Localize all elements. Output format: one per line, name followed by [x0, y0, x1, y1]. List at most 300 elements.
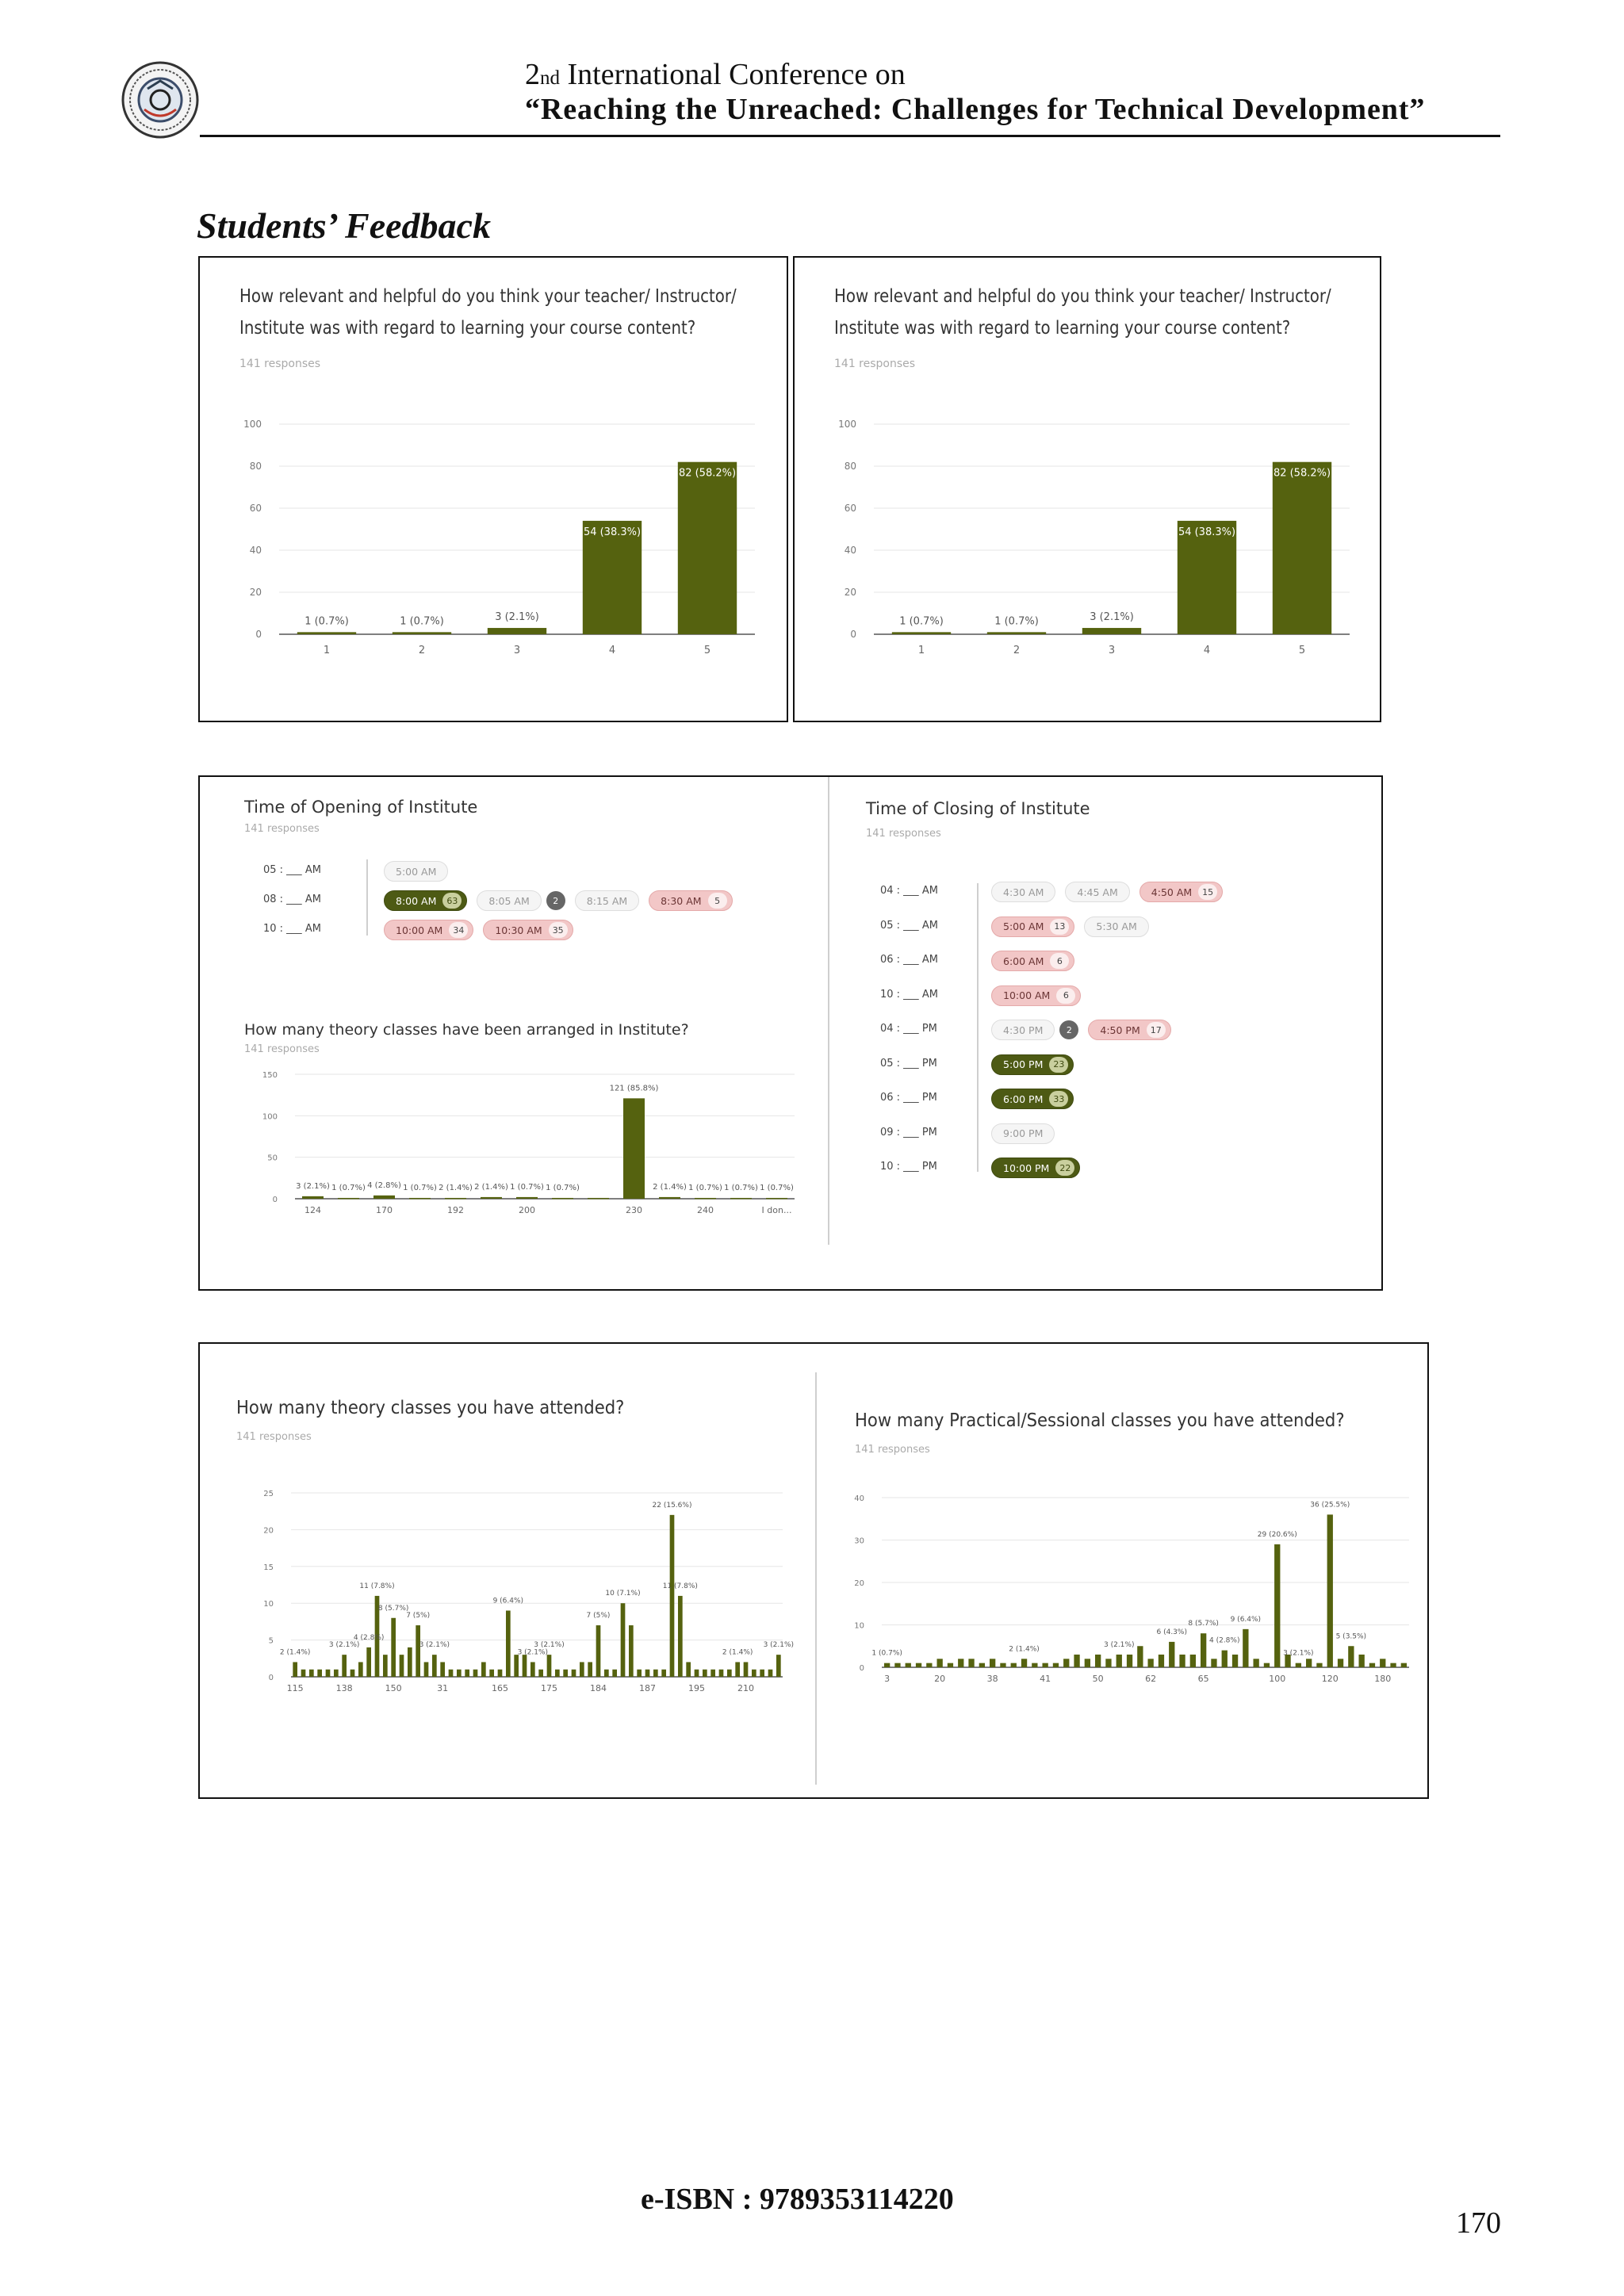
chip-count: 63	[442, 893, 462, 909]
response-count: 141 responses	[239, 358, 321, 370]
bar	[916, 1663, 921, 1667]
bar	[1316, 1663, 1322, 1667]
y-tick-label: 20	[249, 587, 262, 598]
y-tick-label: 0	[255, 629, 262, 640]
data-label: 4 (2.8%)	[367, 1181, 401, 1190]
bar	[1201, 1633, 1206, 1667]
conference-title-line2: “Reaching the Unreached: Challenges for Technical Development”	[525, 93, 1426, 126]
chip-count: 23	[1049, 1057, 1068, 1073]
data-label: 4 (2.8%)	[1209, 1636, 1240, 1645]
time-chip-row	[991, 1122, 1064, 1146]
data-label: 3 (2.1%)	[763, 1641, 795, 1650]
bar	[936, 1659, 942, 1667]
data-label: 10 (7.1%)	[605, 1590, 641, 1598]
bar	[670, 1515, 675, 1677]
time-chip-row	[991, 949, 1084, 973]
chip-label: 9:00 PM	[1003, 1127, 1044, 1139]
bar	[293, 1662, 297, 1677]
bar	[1253, 1659, 1258, 1667]
time-row-label: 10 : ___ AM	[880, 988, 938, 1001]
page-number: 170	[1456, 2206, 1501, 2240]
x-tick-label: 150	[385, 1683, 402, 1693]
chip-label: 6:00 AM	[1003, 955, 1044, 967]
data-label: 1 (0.7%)	[510, 1182, 544, 1192]
y-tick-label: 100	[838, 419, 856, 430]
chip-label: 10:00 AM	[396, 924, 443, 936]
bar	[990, 1659, 995, 1667]
data-label: 54 (38.3%)	[583, 526, 642, 538]
chip-label: 5:00 PM	[1003, 1058, 1044, 1070]
data-label: 3 (2.1%)	[1104, 1640, 1135, 1649]
bar	[523, 1655, 527, 1677]
data-label: 1 (0.7%)	[688, 1183, 722, 1192]
bar	[297, 632, 356, 634]
data-label: 1 (0.7%)	[760, 1183, 794, 1192]
bar	[383, 1655, 388, 1677]
time-chip-row	[991, 1053, 1083, 1077]
chip-label: 5:00 AM	[1003, 920, 1044, 932]
bar	[1222, 1651, 1228, 1667]
header-rule	[200, 135, 1500, 137]
y-tick-label: 0	[268, 1674, 274, 1682]
bar	[596, 1625, 601, 1677]
bar	[302, 1196, 324, 1199]
y-tick-label: 0	[272, 1196, 278, 1204]
bar	[1338, 1659, 1343, 1667]
bar	[588, 1662, 592, 1677]
time-option-chip	[1065, 882, 1129, 902]
bar	[400, 1655, 404, 1677]
x-tick-label: 38	[986, 1674, 998, 1684]
theory-arranged-chart	[200, 777, 834, 1292]
bar	[678, 462, 737, 634]
time-row-label: 06 : ___ AM	[880, 954, 938, 966]
y-tick-label: 0	[850, 629, 856, 640]
data-label: 3 (2.1%)	[1283, 1649, 1314, 1658]
chip-count: 33	[1049, 1091, 1068, 1107]
time-option-chip	[1084, 916, 1148, 937]
column-divider	[977, 883, 979, 1172]
bar	[926, 1663, 932, 1667]
bar	[1369, 1663, 1375, 1667]
conference-logo	[121, 60, 200, 140]
bar	[1032, 1663, 1037, 1667]
bar	[727, 1670, 732, 1677]
x-tick-label: 1	[323, 645, 331, 656]
bar	[1264, 1663, 1270, 1667]
time-row-label: 10 : ___ AM	[263, 923, 321, 935]
bar	[338, 1198, 359, 1200]
chip-count: 5	[708, 893, 727, 909]
y-tick-label: 40	[844, 545, 856, 556]
time-chip-row	[991, 1156, 1090, 1180]
data-label: 3 (2.1%)	[296, 1181, 330, 1191]
x-tick-label: 200	[519, 1205, 535, 1215]
data-label: 36 (25.5%)	[1310, 1501, 1350, 1510]
bar	[884, 1663, 890, 1667]
bar	[1095, 1655, 1101, 1667]
x-tick-label: 3	[1108, 645, 1116, 656]
data-label: 6 (4.3%)	[1156, 1628, 1187, 1636]
chip-count: 22	[1055, 1160, 1074, 1176]
bar	[760, 1670, 764, 1677]
x-tick-label: 115	[286, 1683, 304, 1693]
x-tick-label: 20	[934, 1674, 946, 1684]
bar	[580, 1662, 584, 1677]
data-label: 3 (2.1%)	[1090, 611, 1134, 624]
time-row-label: 05 : ___ PM	[880, 1057, 937, 1070]
time-option-chip	[991, 985, 1081, 1006]
bar	[489, 1670, 494, 1677]
bar	[710, 1670, 715, 1677]
time-option-chip	[991, 1089, 1074, 1109]
x-tick-label: 195	[688, 1683, 705, 1693]
y-tick-label: 40	[249, 545, 262, 556]
x-tick-label: 230	[626, 1205, 642, 1215]
bar	[678, 1596, 683, 1677]
bar	[424, 1662, 429, 1677]
time-row-label: 06 : ___ PM	[880, 1092, 937, 1104]
bar	[1105, 1659, 1111, 1667]
chip-count: 6	[1050, 953, 1069, 969]
time-option-chip	[991, 916, 1074, 937]
chip-count: 34	[449, 922, 468, 938]
bar	[1169, 1642, 1174, 1667]
bar	[572, 1670, 576, 1677]
bar	[1137, 1646, 1143, 1667]
x-tick-label: 170	[376, 1205, 393, 1215]
response-count: 141 responses	[244, 1043, 320, 1055]
time-option-chip	[991, 882, 1055, 902]
bar	[948, 1663, 953, 1667]
y-tick-label: 10	[263, 1600, 274, 1609]
question-text: How relevant and helpful do you think your teacher/ Instructor/	[239, 286, 737, 307]
bar	[1348, 1646, 1354, 1667]
relevance-frame-left	[198, 256, 788, 722]
bar	[547, 1655, 552, 1677]
bar	[1190, 1655, 1196, 1667]
bar	[776, 1655, 781, 1677]
y-tick-label: 25	[263, 1490, 274, 1498]
bar	[432, 1655, 437, 1677]
bar	[1042, 1663, 1048, 1667]
opening-title: Time of Opening of Institute	[244, 798, 478, 817]
bar	[703, 1670, 707, 1677]
bar	[1380, 1659, 1385, 1667]
theory-attended-chart	[200, 1344, 818, 1800]
bar	[408, 1647, 412, 1677]
bar	[393, 632, 451, 634]
bar	[1000, 1663, 1005, 1667]
bar	[552, 1198, 573, 1200]
time-chip-row	[991, 984, 1090, 1008]
bar	[309, 1670, 314, 1677]
chip-label: 4:50 PM	[1100, 1024, 1140, 1036]
y-tick-label: 20	[854, 1579, 864, 1588]
y-tick-label: 0	[859, 1664, 864, 1673]
bar	[621, 1603, 626, 1677]
x-tick-label: 41	[1040, 1674, 1051, 1684]
y-tick-label: 60	[844, 503, 856, 514]
data-label: 1 (0.7%)	[400, 615, 444, 628]
bar	[744, 1662, 749, 1677]
bar	[686, 1662, 691, 1677]
x-tick-label: 240	[697, 1205, 714, 1215]
chip-count: 15	[1198, 884, 1217, 900]
bar	[659, 1197, 680, 1199]
bar	[449, 1670, 454, 1677]
x-tick-label: 3	[513, 645, 521, 656]
bar	[612, 1670, 617, 1677]
data-label: 2 (1.4%)	[439, 1183, 473, 1192]
bar	[1274, 1544, 1280, 1667]
bar	[530, 1662, 535, 1677]
response-count: 141 responses	[244, 823, 320, 835]
bar	[637, 1670, 642, 1677]
x-tick-label: 100	[1269, 1674, 1286, 1684]
bar	[1159, 1655, 1164, 1667]
y-tick-label: 20	[844, 587, 856, 598]
chip-count: 6	[1056, 988, 1075, 1004]
y-tick-label: 15	[263, 1563, 274, 1572]
data-label: 1 (0.7%)	[546, 1183, 580, 1192]
data-label: 82 (58.2%)	[678, 467, 737, 480]
bar	[695, 1198, 716, 1200]
x-tick-label: 120	[1321, 1674, 1339, 1684]
time-chip-row	[991, 880, 1232, 904]
bar	[317, 1670, 322, 1677]
bar	[342, 1655, 347, 1677]
y-tick-label: 50	[267, 1154, 278, 1163]
x-tick-label: 3	[884, 1674, 891, 1684]
response-count: 141 responses	[236, 1431, 312, 1443]
data-label: 22 (15.6%)	[652, 1501, 692, 1510]
y-tick-label: 100	[243, 419, 262, 430]
response-count: 141 responses	[834, 358, 916, 370]
time-chip-row	[991, 1087, 1083, 1111]
time-row-label: 04 : ___ AM	[880, 885, 938, 897]
time-option-chip	[991, 1158, 1080, 1178]
chip-count: 2	[546, 891, 565, 910]
bar	[892, 632, 951, 634]
bar	[1127, 1655, 1132, 1667]
x-tick-label: 62	[1145, 1674, 1157, 1684]
x-tick-label: 165	[492, 1683, 508, 1693]
relevance-chart	[200, 258, 790, 724]
bar	[766, 1198, 787, 1200]
y-tick-label: 30	[854, 1536, 864, 1546]
chip-count: 2	[1059, 1020, 1078, 1039]
relevance-frame-right	[793, 256, 1381, 722]
bar	[958, 1659, 963, 1667]
bar	[334, 1670, 339, 1677]
chip-label: 10:00 AM	[1003, 989, 1051, 1001]
data-label: 1 (0.7%)	[403, 1183, 437, 1192]
data-label: 2 (1.4%)	[722, 1648, 753, 1657]
relevance-chart	[795, 258, 1383, 724]
bar	[366, 1647, 371, 1677]
bar	[1390, 1663, 1396, 1667]
time-row-label: 05 : ___ AM	[263, 864, 321, 876]
bar	[604, 1670, 609, 1677]
bar	[1063, 1659, 1069, 1667]
attendance-frame	[198, 1342, 1429, 1799]
chip-label: 8:00 AM	[396, 894, 437, 907]
bar	[1053, 1663, 1059, 1667]
time-option-chip	[991, 951, 1074, 971]
bar	[445, 1198, 466, 1200]
bar	[326, 1670, 331, 1677]
practical-attended-title: How many Practical/Sessional classes you have attended?	[855, 1410, 1345, 1431]
question-text: How relevant and helpful do you think your teacher/ Instructor/	[834, 286, 1331, 307]
x-tick-label: 138	[335, 1683, 353, 1693]
bar	[301, 1670, 306, 1677]
x-tick-label: 4	[1203, 645, 1211, 656]
bar	[1358, 1655, 1364, 1667]
bar	[563, 1670, 568, 1677]
data-label: 2 (1.4%)	[474, 1182, 508, 1192]
time-option-chip	[1139, 882, 1223, 902]
bar	[1074, 1655, 1079, 1667]
x-tick-label: 4	[608, 645, 616, 656]
bar	[730, 1198, 752, 1200]
data-label: 1 (0.7%)	[871, 1649, 902, 1658]
y-tick-label: 150	[262, 1071, 278, 1080]
bar	[373, 1196, 395, 1199]
x-tick-label: 124	[304, 1205, 321, 1215]
data-label: 1 (0.7%)	[331, 1183, 366, 1192]
y-tick-label: 100	[262, 1112, 278, 1122]
x-tick-label: 192	[447, 1205, 464, 1215]
x-tick-label: I don...	[761, 1205, 792, 1215]
chip-label: 8:15 AM	[586, 894, 628, 907]
bar	[358, 1662, 363, 1677]
bar	[987, 632, 1046, 634]
bar	[481, 1662, 486, 1677]
question-text: Institute was with regard to learning your course content?	[239, 318, 696, 339]
data-label: 7 (5%)	[406, 1612, 431, 1621]
data-label: 3 (2.1%)	[495, 611, 539, 624]
y-tick-label: 10	[854, 1621, 864, 1631]
bar	[1179, 1655, 1185, 1667]
bar	[768, 1670, 773, 1677]
chip-label: 5:30 AM	[1096, 920, 1137, 932]
data-label: 11 (7.8%)	[359, 1582, 395, 1590]
data-label: 54 (38.3%)	[1178, 526, 1236, 538]
bar	[391, 1618, 396, 1677]
y-tick-label: 20	[263, 1526, 274, 1536]
bar	[735, 1662, 740, 1677]
section-title: Students’ Feedback	[197, 205, 491, 246]
chip-label: 10:00 PM	[1003, 1161, 1050, 1174]
panel-divider	[828, 777, 829, 1245]
x-tick-label: 184	[590, 1683, 607, 1693]
institute-timing-frame	[198, 775, 1383, 1291]
x-tick-label: 2	[418, 645, 426, 656]
bar	[488, 628, 546, 634]
x-tick-label: 65	[1197, 1674, 1209, 1684]
bar	[653, 1670, 658, 1677]
x-tick-label: 50	[1092, 1674, 1104, 1684]
bar	[514, 1655, 519, 1677]
bar	[1021, 1659, 1027, 1667]
data-label: 29 (20.6%)	[1257, 1530, 1297, 1539]
data-label: 82 (58.2%)	[1273, 467, 1331, 480]
y-tick-label: 5	[268, 1636, 274, 1646]
bar	[1327, 1514, 1333, 1667]
data-label: 3 (2.1%)	[419, 1641, 450, 1650]
data-label: 8 (5.7%)	[377, 1604, 409, 1613]
bar	[350, 1670, 355, 1677]
x-tick-label: 2	[1013, 645, 1021, 656]
x-tick-label: 5	[1298, 645, 1306, 656]
data-label: 1 (0.7%)	[994, 615, 1039, 628]
time-option-chip	[991, 1123, 1055, 1144]
x-tick-label: 180	[1374, 1674, 1392, 1684]
practical-attended-chart	[818, 1344, 1431, 1800]
theory-arranged-title: How many theory classes have been arranged in Institute?	[244, 1021, 689, 1039]
bar	[516, 1197, 538, 1199]
bar	[1211, 1659, 1216, 1667]
chip-label: 4:50 AM	[1151, 886, 1193, 898]
chip-label: 5:00 AM	[396, 865, 437, 878]
y-tick-label: 80	[249, 461, 262, 472]
data-label: 121 (85.8%)	[609, 1084, 659, 1093]
x-tick-label: 1	[917, 645, 925, 656]
bar	[506, 1610, 511, 1677]
data-label: 9 (6.4%)	[492, 1597, 524, 1605]
y-tick-label: 60	[249, 503, 262, 514]
bar	[1401, 1663, 1407, 1667]
data-label: 11 (7.8%)	[662, 1582, 698, 1590]
closing-title: Time of Closing of Institute	[866, 799, 1090, 818]
data-label: 4 (2.8%)	[353, 1633, 385, 1642]
bar	[498, 1670, 503, 1677]
x-tick-label: 175	[541, 1683, 557, 1693]
data-label: 2 (1.4%)	[279, 1648, 311, 1657]
response-count: 141 responses	[855, 1444, 930, 1456]
bar	[416, 1625, 420, 1677]
data-label: 7 (5%)	[586, 1612, 611, 1621]
bar	[440, 1662, 445, 1677]
time-chip-row	[991, 1018, 1181, 1042]
time-option-chip	[991, 1054, 1074, 1075]
time-chip-row	[991, 915, 1159, 939]
x-tick-label: 5	[703, 645, 711, 656]
data-label: 3 (2.1%)	[517, 1648, 549, 1657]
x-tick-label: 187	[639, 1683, 656, 1693]
data-label: 9 (6.4%)	[1230, 1615, 1262, 1624]
time-option-chip	[1088, 1020, 1170, 1040]
bar	[695, 1670, 699, 1677]
isbn: e-ISBN : 9789353114220	[641, 2183, 954, 2216]
bar	[752, 1670, 756, 1677]
bar	[481, 1197, 502, 1199]
bar	[1116, 1655, 1122, 1667]
bar	[538, 1670, 543, 1677]
y-tick-label: 80	[844, 461, 856, 472]
bar	[629, 1625, 634, 1677]
bar	[968, 1659, 974, 1667]
y-tick-label: 40	[854, 1494, 864, 1503]
x-tick-label: 31	[437, 1683, 449, 1693]
bar	[409, 1198, 431, 1200]
time-row-label: 08 : ___ AM	[263, 894, 321, 905]
chip-count: 35	[549, 922, 568, 938]
bar	[1147, 1659, 1153, 1667]
chip-label: 4:30 PM	[1003, 1024, 1044, 1036]
response-count: 141 responses	[866, 828, 941, 840]
